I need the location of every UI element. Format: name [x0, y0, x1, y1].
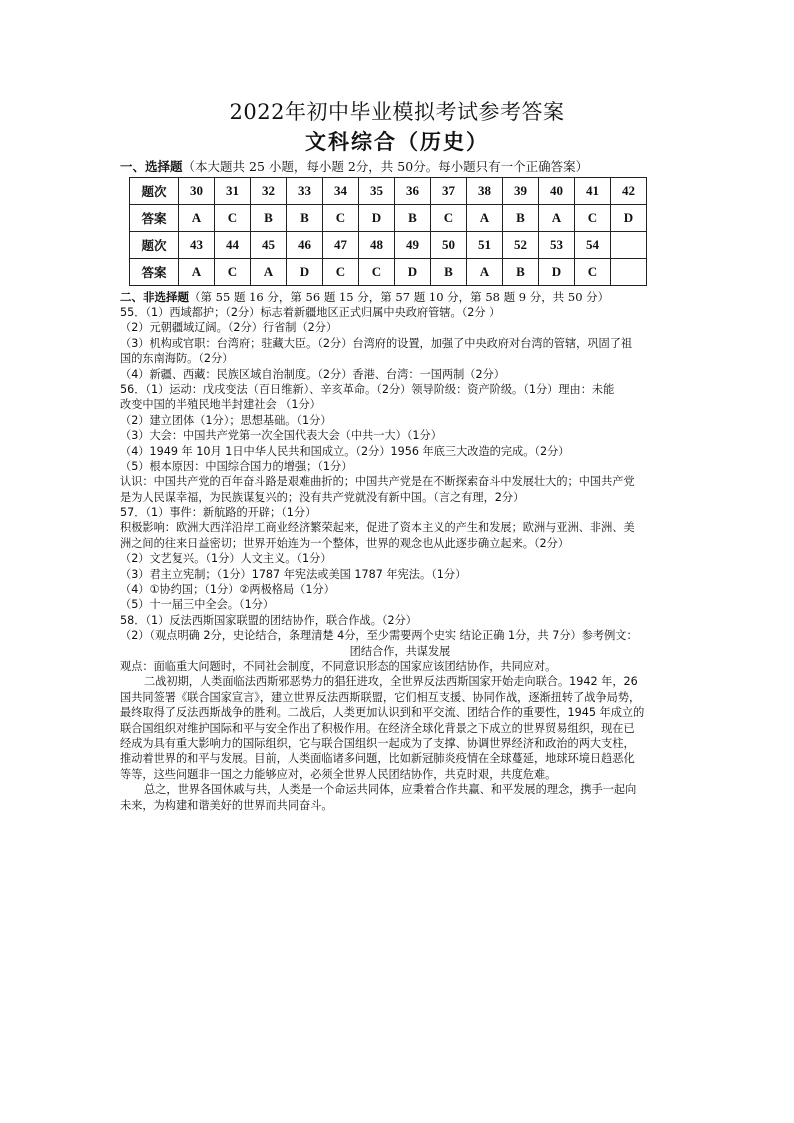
answer-line: 观点：面临重大问题时，不同社会制度，不同意识形态的国家应该团结协作，共同应对。 [120, 659, 557, 673]
question-number: 51 [467, 232, 503, 259]
answer-cell: A [467, 259, 503, 286]
empty-cell [611, 232, 647, 259]
answer-line: （5）根本原因：中国综合国力的增强；（1分） [120, 459, 353, 473]
question-number: 41 [575, 178, 611, 205]
section-1-note: （本大题共 25 小题，每小题 2分，共 50分。每小题只有一个正确答案） [182, 159, 589, 174]
answer-line: 57．（1）事件：新航路的开辟；（1分） [120, 506, 317, 520]
question-number: 34 [323, 178, 359, 205]
answer-line: （3）大会：中国共产党第一次全国代表大会（中共一大）（1分） [120, 429, 442, 443]
row-label: 答案 [130, 205, 179, 232]
answer-cell: C [359, 259, 395, 286]
answer-line: 认识：中国共产党的百年奋斗路是艰难曲折的；中国共产党是在不断探索奋斗中发展壮大的；中国共产党 [120, 475, 635, 489]
question-number: 40 [539, 178, 575, 205]
section-1-label: 一、选择题 [120, 159, 183, 174]
question-number: 35 [359, 178, 395, 205]
answer-line: 国共同签署《联合国家宣言》，建立世界反法西斯联盟，它们相互支援、协同作战，逐渐扭转了战争局势， [120, 690, 641, 704]
question-number: 48 [359, 232, 395, 259]
answer-cell: B [503, 205, 539, 232]
answer-line: 55．（1）西域都护；（2分）标志着新疆地区正式归属中央政府管辖。（2分 ） [120, 306, 501, 319]
question-number: 52 [503, 232, 539, 259]
answer-cell: C [323, 259, 359, 286]
answer-line: （3）机构或官职：台湾府；驻藏大臣。（2分）台湾府的设置，加强了中央政府对台湾的管辖，巩固了祖 [120, 336, 633, 350]
question-number: 45 [251, 232, 287, 259]
answer-cell: B [251, 205, 287, 232]
answer-line: 积极影响：欧洲大西洋沿岸工商业经济繁荣起来，促进了资本主义的产生和发展；欧洲与亚洲、非洲、美 [120, 521, 635, 535]
answer-line: 国的东南海防。（2分） [120, 352, 234, 366]
answer-line: 联合国组织对维护国际和平与安全作出了积极作用。在经济全球化背景之下成立的世界贸易组织，现在已 [120, 721, 635, 735]
answer-line: （2）文艺复兴。（1分）人文主义。（1分） [120, 552, 332, 566]
question-number: 37 [431, 178, 467, 205]
section-2-label: 二、非选择题 [120, 290, 189, 304]
row-label: 答案 [130, 259, 179, 286]
answer-cell: A [467, 205, 503, 232]
section-2-note: （第 55 题 16 分，第 56 题 15 分，第 57 题 10 分，第 58 题 9 分，共 50 分） [189, 290, 610, 304]
question-number: 39 [503, 178, 539, 205]
answer-cell: D [539, 259, 575, 286]
question-number: 32 [251, 178, 287, 205]
table-row-question-numbers-2 [130, 232, 647, 259]
answer-line: 推动着世界的和平与发展。目前，人类面临诸多问题，比如新冠肺炎疫情在全球蔓延，地球环境日趋恶化 [120, 752, 635, 766]
answer-cell: B [503, 259, 539, 286]
answer-cell: C [323, 205, 359, 232]
answer-line: （3）君主立宪制；（1分）1787 年宪法或美国 1787 年宪法。（1分） [120, 567, 467, 581]
answer-cell: B [287, 205, 323, 232]
answer-table [129, 177, 647, 286]
answer-cell: A [179, 205, 215, 232]
answer-cell: A [251, 259, 287, 286]
answer-line: （2）（观点明确 2分，史论结合，条理清楚 4分，至少需要两个史实 结论正确 1分，共 7分）参考例文： [120, 629, 638, 643]
answer-cell: A [179, 259, 215, 286]
section-1-heading [120, 159, 588, 175]
question-number: 49 [395, 232, 431, 259]
answer-cell: B [431, 259, 467, 286]
answer-cell: D [395, 259, 431, 286]
row-label: 题次 [130, 232, 179, 259]
page-subtitle: 文科综合（历史） [305, 129, 489, 154]
answer-line: 等等，这些问题非一国之力能够应对，必须全世界人民团结协作，共克时艰，共度危难。 [120, 767, 557, 781]
page-title: 2022年初中毕业模拟考试参考答案 [229, 100, 565, 124]
question-number: 54 [575, 232, 611, 259]
answer-line: （2）建立团体（1分）；思想基础。（1分） [120, 413, 332, 427]
answer-line: 改变中国的半殖民地半封建社会 （1分） [120, 398, 321, 412]
answer-cell: C [215, 205, 251, 232]
answer-cell: C [215, 259, 251, 286]
question-number: 43 [179, 232, 215, 259]
table-row-answers-2 [130, 259, 647, 286]
question-number: 30 [179, 178, 215, 205]
answer-cell: C [575, 259, 611, 286]
answer-line: 56．（1）运动：戊戌变法（百日维新）、辛亥革命。（2分）领导阶级：资产阶级。（1分）理由：未能 [120, 382, 615, 396]
answer-line: 58．（1）反法西斯国家联盟的团结协作，联合作战。（2分） [120, 613, 417, 627]
answer-line: （5）十一届三中全会。（1分） [120, 598, 275, 612]
answer-line: （4）①协约国；（1分）②两极格局（1分） [120, 583, 335, 597]
row-label: 题次 [130, 178, 179, 205]
answer-body [120, 305, 680, 813]
answer-cell: B [395, 205, 431, 232]
answer-line: （2）元朝疆域辽阔。（2分）行省制（2分） [120, 321, 338, 335]
essay-title: 团结合作，共谋发展 [349, 644, 451, 658]
question-number: 38 [467, 178, 503, 205]
answer-line: （4）新疆、西藏：民族区域自治制度。（2分）香港、台湾：一国两制（2分） [120, 367, 505, 381]
question-number: 33 [287, 178, 323, 205]
answer-line: 未来，为构建和谐美好的世界而共同奋斗。 [120, 798, 333, 812]
question-number: 50 [431, 232, 467, 259]
answer-cell: A [539, 205, 575, 232]
answer-cell: D [287, 259, 323, 286]
question-number: 47 [323, 232, 359, 259]
answer-line: 经成为具有重大影响力的国际组织，它与联合国组织一起成为了支撑、协调世界经济和政治的两大支柱， [120, 736, 635, 750]
question-number: 53 [539, 232, 575, 259]
section-2-heading [120, 290, 609, 305]
answer-line: （4）1949 年 10月 1日中华人民共和国成立。（2分）1956 年底三大改造的完成。（2分） [120, 444, 570, 458]
essay-paragraph-start: 二战初期，人类面临法西斯邪恶势力的猖狂进攻，全世界反法西斯国家开始走向联合。1942 年，26 [144, 675, 638, 689]
answer-cell: C [431, 205, 467, 232]
answer-cell: C [575, 205, 611, 232]
answer-line: 是为人民谋幸福，为民族谋复兴的；没有共产党就没有新中国。（言之有理，2分） [120, 490, 525, 504]
answer-line: 最终取得了反法西斯战争的胜利。二战后，人类更加认识到和平交流、团结合作的重要性，1945 年成立的 [120, 706, 645, 720]
question-number: 36 [395, 178, 431, 205]
question-number: 31 [215, 178, 251, 205]
answer-cell: D [359, 205, 395, 232]
question-number: 46 [287, 232, 323, 259]
table-row-answers-1 [130, 205, 647, 232]
table-row-question-numbers-1 [130, 178, 647, 205]
essay-paragraph-start: 总之，世界各国休戚与共，人类是一个命运共同体，应秉着合作共赢、和平发展的理念，携手一起向 [144, 783, 637, 797]
answer-cell: D [611, 205, 647, 232]
question-number: 44 [215, 232, 251, 259]
question-number: 42 [611, 178, 647, 205]
empty-cell [611, 259, 647, 286]
answer-line: 洲之间的往来日益密切；世界开始连为一个整体，世界的观念也从此逐步确立起来。（2分） [120, 536, 570, 550]
